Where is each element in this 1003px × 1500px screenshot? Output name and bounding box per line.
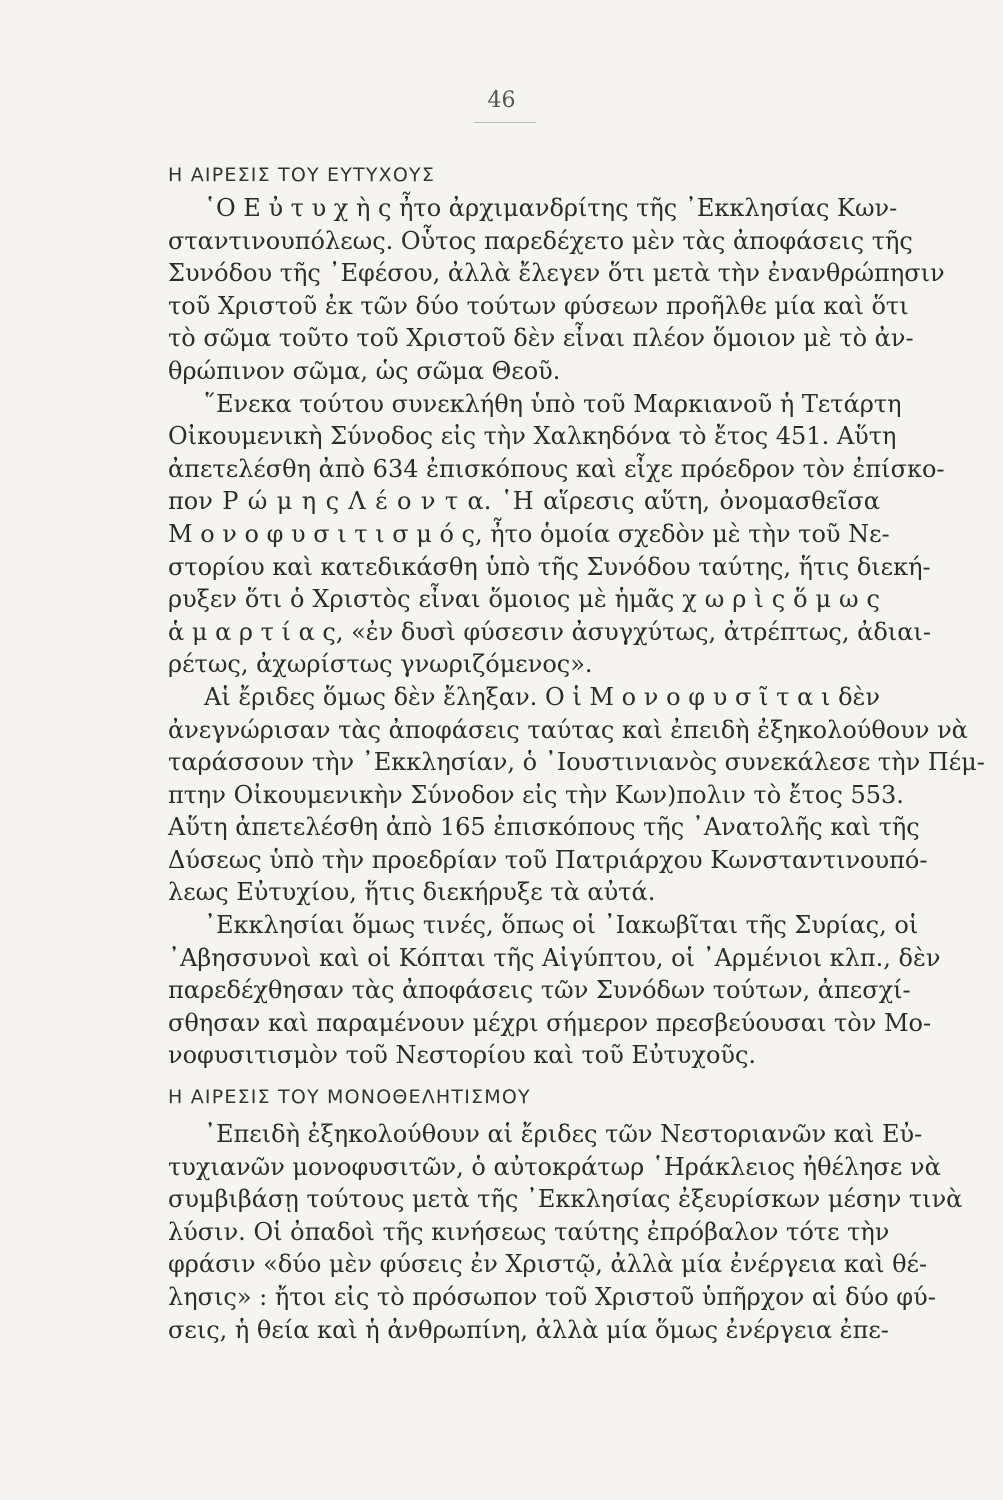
page-number-rule	[474, 122, 536, 123]
text-line: σεις, ἡ θεία καὶ ἡ ἀνθρωπίνη, ἀλλὰ μία ὅμως ἐνέργεια ἐπε-	[168, 1315, 889, 1344]
text-line: ῞Ενεκα τούτου συνεκλήθη ὑπὸ τοῦ Μαρκιανοῦ ἡ Τετάρτη	[204, 389, 902, 418]
text-line: παρεδέχθησαν τὰς ἀποφάσεις τῶν Συνόδων τούτων, ἀπεσχί-	[168, 976, 911, 1005]
text-line: ᾿Εκκλησίαι ὅμως τινές, ὅπως οἱ ᾿Ιακωβῖται τῆς Συρίας, οἱ	[204, 911, 919, 940]
text-line: νοφυσιτισμὸν τοῦ Νεστορίου καὶ τοῦ Εὐτυχοῦς.	[168, 1041, 757, 1070]
text-line: λεως Εὐτυχίου, ἥτις διεκήρυξε τὰ αὐτά.	[168, 878, 656, 907]
section-body-eutyches	[168, 192, 985, 1072]
text-line: Οἰκουμενικὴ Σύνοδος εἰς τὴν Χαλκηδόνα τὸ ἔτος 451. Αὕτη	[168, 422, 897, 451]
text-line: Αὕτη ἀπετελέσθη ἀπὸ 165 ἐπισκόπους τῆς ᾿Ανατολῆς καὶ τῆς	[168, 813, 920, 842]
text-line: πτην Οἰκουμενικὴν Σύνοδον εἰς τὴν Κων)πολιν τὸ ἔτος 553.	[168, 780, 904, 809]
text-line: στορίου καὶ κατεδικάσθη ὑπὸ τῆς Συνόδου ταύτης, ἥτις διεκή-	[168, 552, 931, 581]
text-line: τὸ σῶμα τοῦτο τοῦ Χριστοῦ δὲν εἶναι πλέον ὅμοιον μὲ τὸ ἀν-	[168, 324, 914, 353]
text-line: ᾿Αβησσυνοὶ καὶ οἱ Κόπται τῆς Αἰγύπτου, οἱ ᾿Αρμένιοι κλπ., δὲν	[168, 943, 941, 972]
section-body-monothelitism	[168, 1118, 963, 1346]
section-heading-monothelitism: Η ΑΙΡΕΣΙΣ ΤΟΥ ΜΟΝΟΘΕΛΗΤΙΣΜΟΥ	[168, 1086, 531, 1108]
text-line: ᾿Επειδὴ ἐξηκολούθουν αἱ ἔριδες τῶν Νεστοριανῶν καὶ Εὐ-	[204, 1120, 923, 1148]
text-line: Συνόδου τῆς ᾿Εφέσου, ἀλλὰ ἔλεγεν ὅτι μετὰ τὴν ἐνανθρώπησιν	[168, 259, 945, 288]
text-line: πον Ρ ώ μ η ς Λ έ ο ν τ α. ῾Η αἵρεσις αὕτη, ὀνομασθεῖσα	[168, 487, 880, 516]
text-line: ρυξεν ὅτι ὁ Χριστὸς εἶναι ὅμοιος μὲ ἡμᾶς χ ω ρ ὶ ς ὅ μ ω ς	[168, 585, 880, 614]
text-line: φράσιν «δύο μὲν φύσεις ἐν Χριστῷ, ἀλλὰ μία ἐνέργεια καὶ θέ-	[168, 1250, 928, 1279]
text-line: Αἱ ἔριδες ὅμως δὲν ἔληξαν. Ο ἱ Μ ο ν ο φ υ σ ῖ τ α ι δὲν	[204, 682, 880, 711]
text-line: λύσιν. Οἱ ὀπαδοὶ τῆς κινήσεως ταύτης ἐπρόβαλον τότε τὴν	[168, 1217, 890, 1246]
text-line: Δύσεως ὑπὸ τὴν προεδρίαν τοῦ Πατριάρχου Κωνσταντινουπό-	[168, 845, 928, 874]
text-line: τυχιανῶν μονοφυσιτῶν, ὁ αὐτοκράτωρ ῾Ηράκλειος ἠθέλησε νὰ	[168, 1152, 941, 1181]
text-line: ταράσσουν τὴν ᾿Εκκλησίαν, ὁ ᾿Ιουστινιανὸς συνεκάλεσε τὴν Πέμ-	[168, 748, 985, 777]
text-line: ἀνεγνώρισαν τὰς ἀποφάσεις ταύτας καὶ ἐπειδὴ ἐξηκολούθουν νὰ	[168, 715, 968, 744]
text-line: Μ ο ν ο φ υ σ ι τ ι σ μ ό ς, ἦτο ὁμοία σχεδὸν μὲ τὴν τοῦ Νε-	[168, 519, 890, 548]
section-heading-eutyches: Η ΑΙΡΕΣΙΣ ΤΟΥ ΕΥΤΥΧΟΥΣ	[168, 164, 436, 186]
text-line: ἀπετελέσθη ἀπὸ 634 ἐπισκόπους καὶ εἶχε πρόεδρον τὸν ἐπίσκο-	[168, 454, 945, 483]
text-line: σταντινουπόλεως. Οὗτος παρεδέχετο μὲν τὰς ἀποφάσεις τῆς	[168, 226, 913, 255]
text-line: σθησαν καὶ παραμένουν μέχρι σήμερον πρεσβεύουσαι τὸν Μο-	[168, 1008, 932, 1037]
text-line: ῾Ο Ε ὐ τ υ χ ὴ ς ἦτο ἀρχιμανδρίτης τῆς ᾿Εκκλησίας Κων-	[204, 194, 898, 222]
page-number: 46	[487, 88, 516, 113]
text-line: ἁ μ α ρ τ ί α ς, «ἐν δυσὶ φύσεσιν ἀσυγχύτως, ἀτρέπτως, ἀδιαι-	[168, 617, 931, 646]
text-line: ρέτως, ἀχωρίστως γνωριζόμενος».	[168, 650, 593, 679]
text-line: λησις» : ἤτοι εἰς τὸ πρόσωπον τοῦ Χριστοῦ ὑπῆρχον αἱ δύο φύ-	[168, 1282, 936, 1311]
text-line: συμβιβάσῃ τούτους μετὰ τῆς ᾿Εκκλησίας ἐξευρίσκων μέσην τινὰ	[168, 1185, 963, 1214]
text-line: τοῦ Χριστοῦ ἐκ τῶν δύο τούτων φύσεων προῆλθε μία καὶ ὅτι	[168, 291, 909, 320]
text-line: θρώπινον σῶμα, ὡς σῶμα Θεοῦ.	[168, 356, 561, 385]
